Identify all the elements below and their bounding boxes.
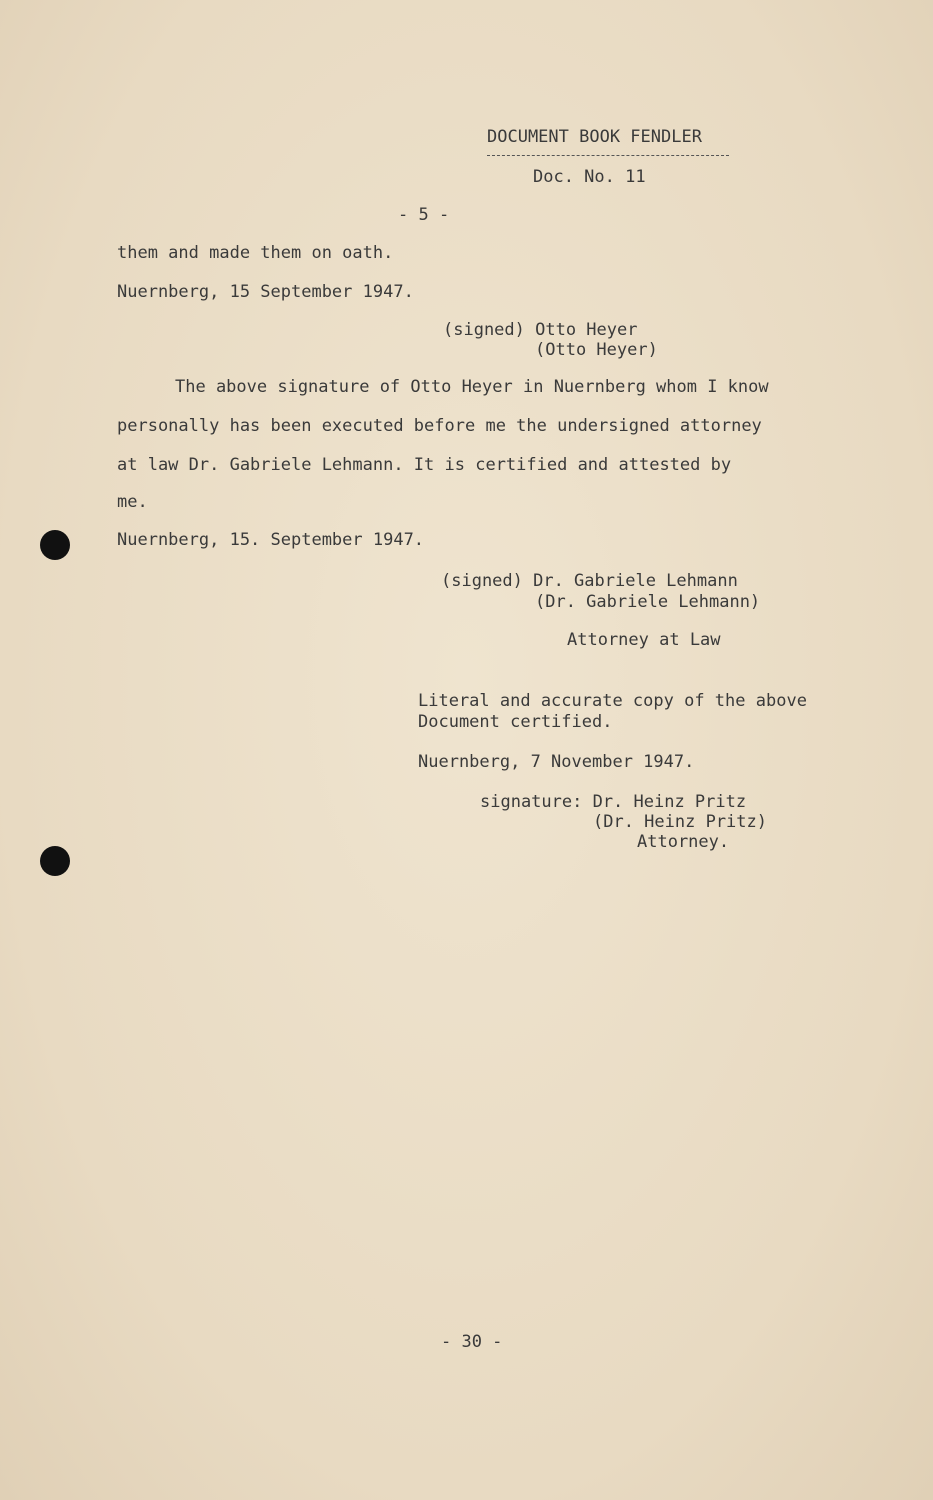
page-number: - 30 - <box>441 1332 503 1352</box>
signature-heyer-name: (Otto Heyer) <box>535 340 658 360</box>
paragraph-line-2: personally has been executed before me the undersigned attorney <box>117 416 762 436</box>
punch-hole-top <box>40 530 70 560</box>
certification-line-2: Document certified. <box>418 712 613 732</box>
paragraph-line-1: The above signature of Otto Heyer in Nuernberg whom I know <box>175 377 769 397</box>
paragraph-line-3: at law Dr. Gabriele Lehmann. It is certified and attested by <box>117 455 732 475</box>
signature-pritz-name: (Dr. Heinz Pritz) <box>593 812 767 832</box>
body-line-date: Nuernberg, 15 September 1947. <box>117 282 414 302</box>
document-title: DOCUMENT BOOK FENDLER <box>487 127 702 147</box>
punch-hole-bottom <box>40 846 70 876</box>
signature-lehmann-title: Attorney at Law <box>567 630 721 650</box>
signature-pritz-signed: signature: Dr. Heinz Pritz <box>480 792 747 812</box>
page-marker: - 5 - <box>398 205 450 225</box>
title-underline <box>487 155 729 156</box>
certification-line-1: Literal and accurate copy of the above <box>418 691 807 711</box>
paragraph-line-4: me. <box>117 492 148 512</box>
doc-number: Doc. No. 11 <box>533 167 646 187</box>
body-line-oath: them and made them on oath. <box>117 243 394 263</box>
signature-lehmann-signed: (signed) Dr. Gabriele Lehmann <box>441 571 738 591</box>
signature-heyer-signed: (signed) Otto Heyer <box>443 320 638 340</box>
signature-pritz-title: Attorney. <box>637 832 730 852</box>
signature-lehmann-name: (Dr. Gabriele Lehmann) <box>535 592 761 612</box>
attestation-date: Nuernberg, 15. September 1947. <box>117 530 425 550</box>
certification-date: Nuernberg, 7 November 1947. <box>418 752 695 772</box>
